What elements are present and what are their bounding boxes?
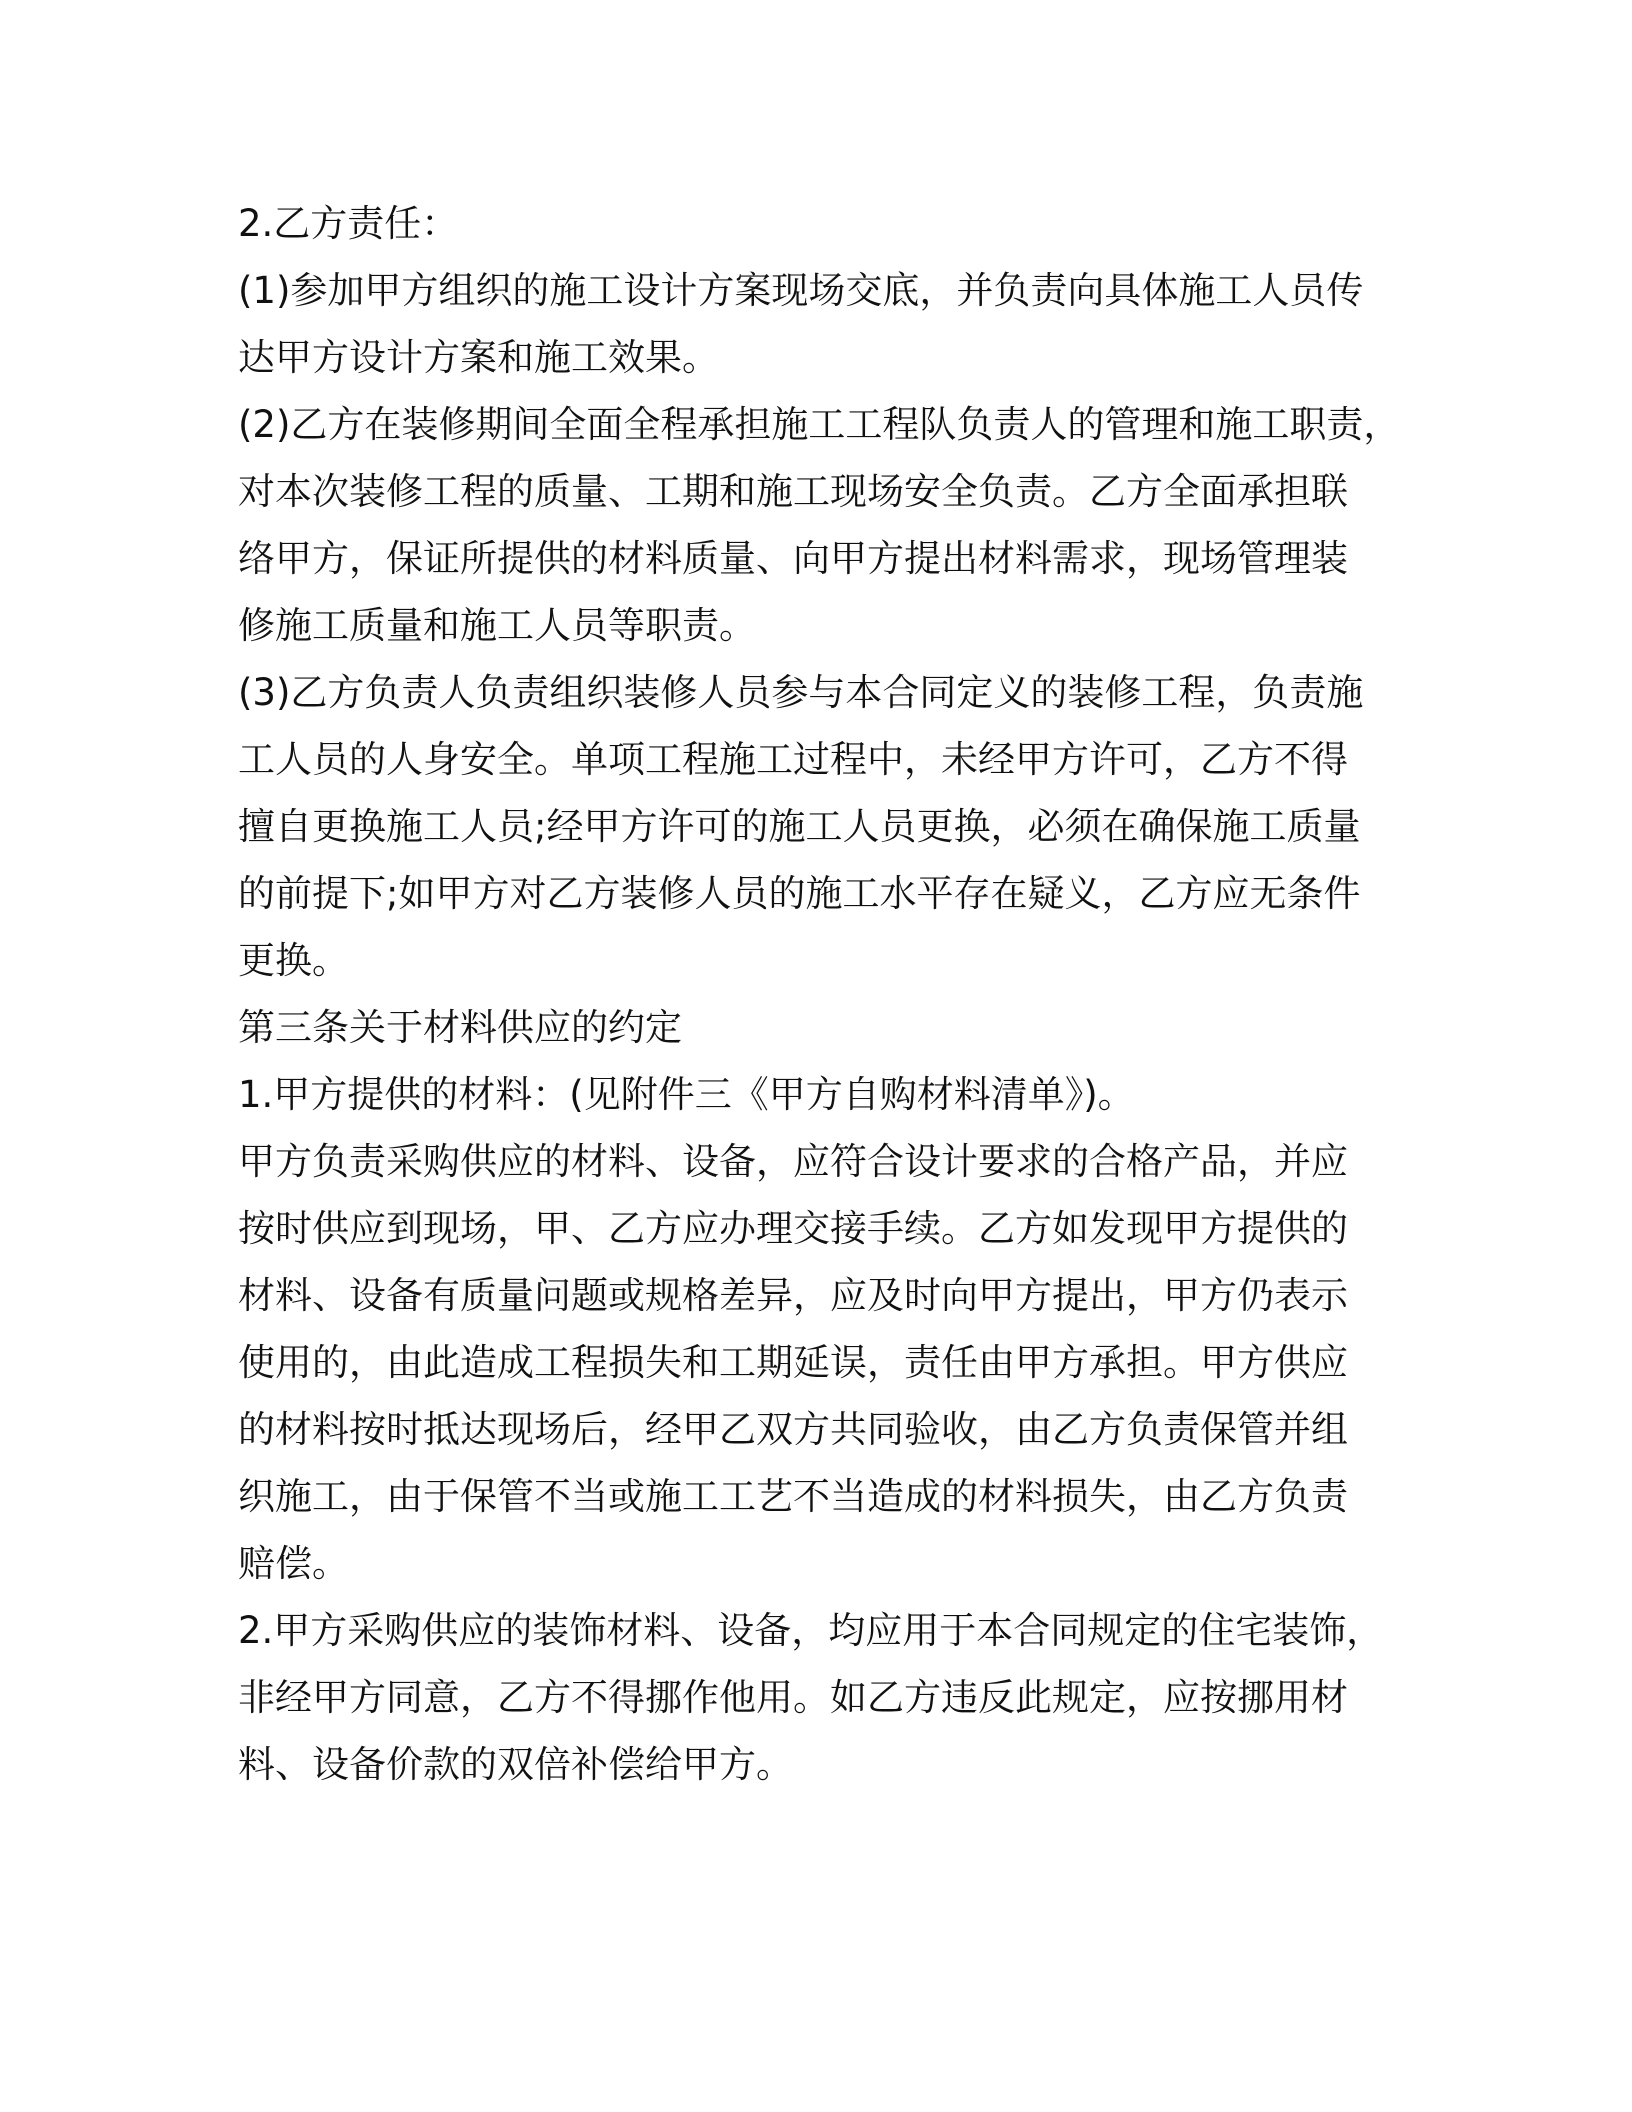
text-line: 甲方负责采购供应的材料、设备，应符合设计要求的合格产品，并应 bbox=[238, 1140, 1348, 1183]
text-line: 2.甲方采购供应的装饰材料、设备，均应用于本合同规定的住宅装饰， bbox=[238, 1609, 1384, 1652]
text-line: 2.乙方责任： bbox=[238, 202, 459, 245]
text-line: 材料、设备有质量问题或规格差异，应及时向甲方提出，甲方仍表示 bbox=[238, 1274, 1348, 1317]
text-line: 的材料按时抵达现场后，经甲乙双方共同验收，由乙方负责保管并组 bbox=[238, 1408, 1348, 1451]
text-line: 织施工，由于保管不当或施工工艺不当造成的材料损失，由乙方负责 bbox=[238, 1475, 1348, 1518]
text-line: 按时供应到现场，甲、乙方应办理交接手续。乙方如发现甲方提供的 bbox=[238, 1207, 1348, 1250]
text-line: 络甲方，保证所提供的材料质量、向甲方提出材料需求，现场管理装 bbox=[238, 537, 1348, 580]
text-line: 工人员的人身安全。单项工程施工过程中，未经甲方许可，乙方不得 bbox=[238, 738, 1348, 781]
text-line: 的前提下;如甲方对乙方装修人员的施工水平存在疑义，乙方应无条件 bbox=[238, 872, 1361, 915]
text-line: 修施工质量和施工人员等职责。 bbox=[238, 604, 756, 647]
section-heading: 第三条关于材料供应的约定 bbox=[238, 1006, 682, 1049]
text-line: 料、设备价款的双倍补偿给甲方。 bbox=[238, 1743, 793, 1786]
text-line: 非经甲方同意，乙方不得挪作他用。如乙方违反此规定，应按挪用材 bbox=[238, 1676, 1348, 1719]
text-line: 对本次装修工程的质量、工期和施工现场安全负责。乙方全面承担联 bbox=[238, 470, 1348, 513]
text-line: 赔偿。 bbox=[238, 1542, 349, 1585]
text-line: 更换。 bbox=[238, 939, 349, 982]
text-line: 1.甲方提供的材料：(见附件三《甲方自购材料清单》)。 bbox=[238, 1073, 1135, 1116]
text-line: (2)乙方在装修期间全面全程承担施工工程队负责人的管理和施工职责， bbox=[238, 403, 1401, 446]
document-body bbox=[238, 190, 1401, 1798]
text-line: (1)参加甲方组织的施工设计方案现场交底，并负责向具体施工人员传 bbox=[238, 269, 1364, 312]
text-line: 擅自更换施工人员;经甲方许可的施工人员更换，必须在确保施工质量 bbox=[238, 805, 1361, 848]
text-line: (3)乙方负责人负责组织装修人员参与本合同定义的装修工程，负责施 bbox=[238, 671, 1364, 714]
text-line: 达甲方设计方案和施工效果。 bbox=[238, 336, 719, 379]
text-line: 使用的，由此造成工程损失和工期延误，责任由甲方承担。甲方供应 bbox=[238, 1341, 1348, 1384]
